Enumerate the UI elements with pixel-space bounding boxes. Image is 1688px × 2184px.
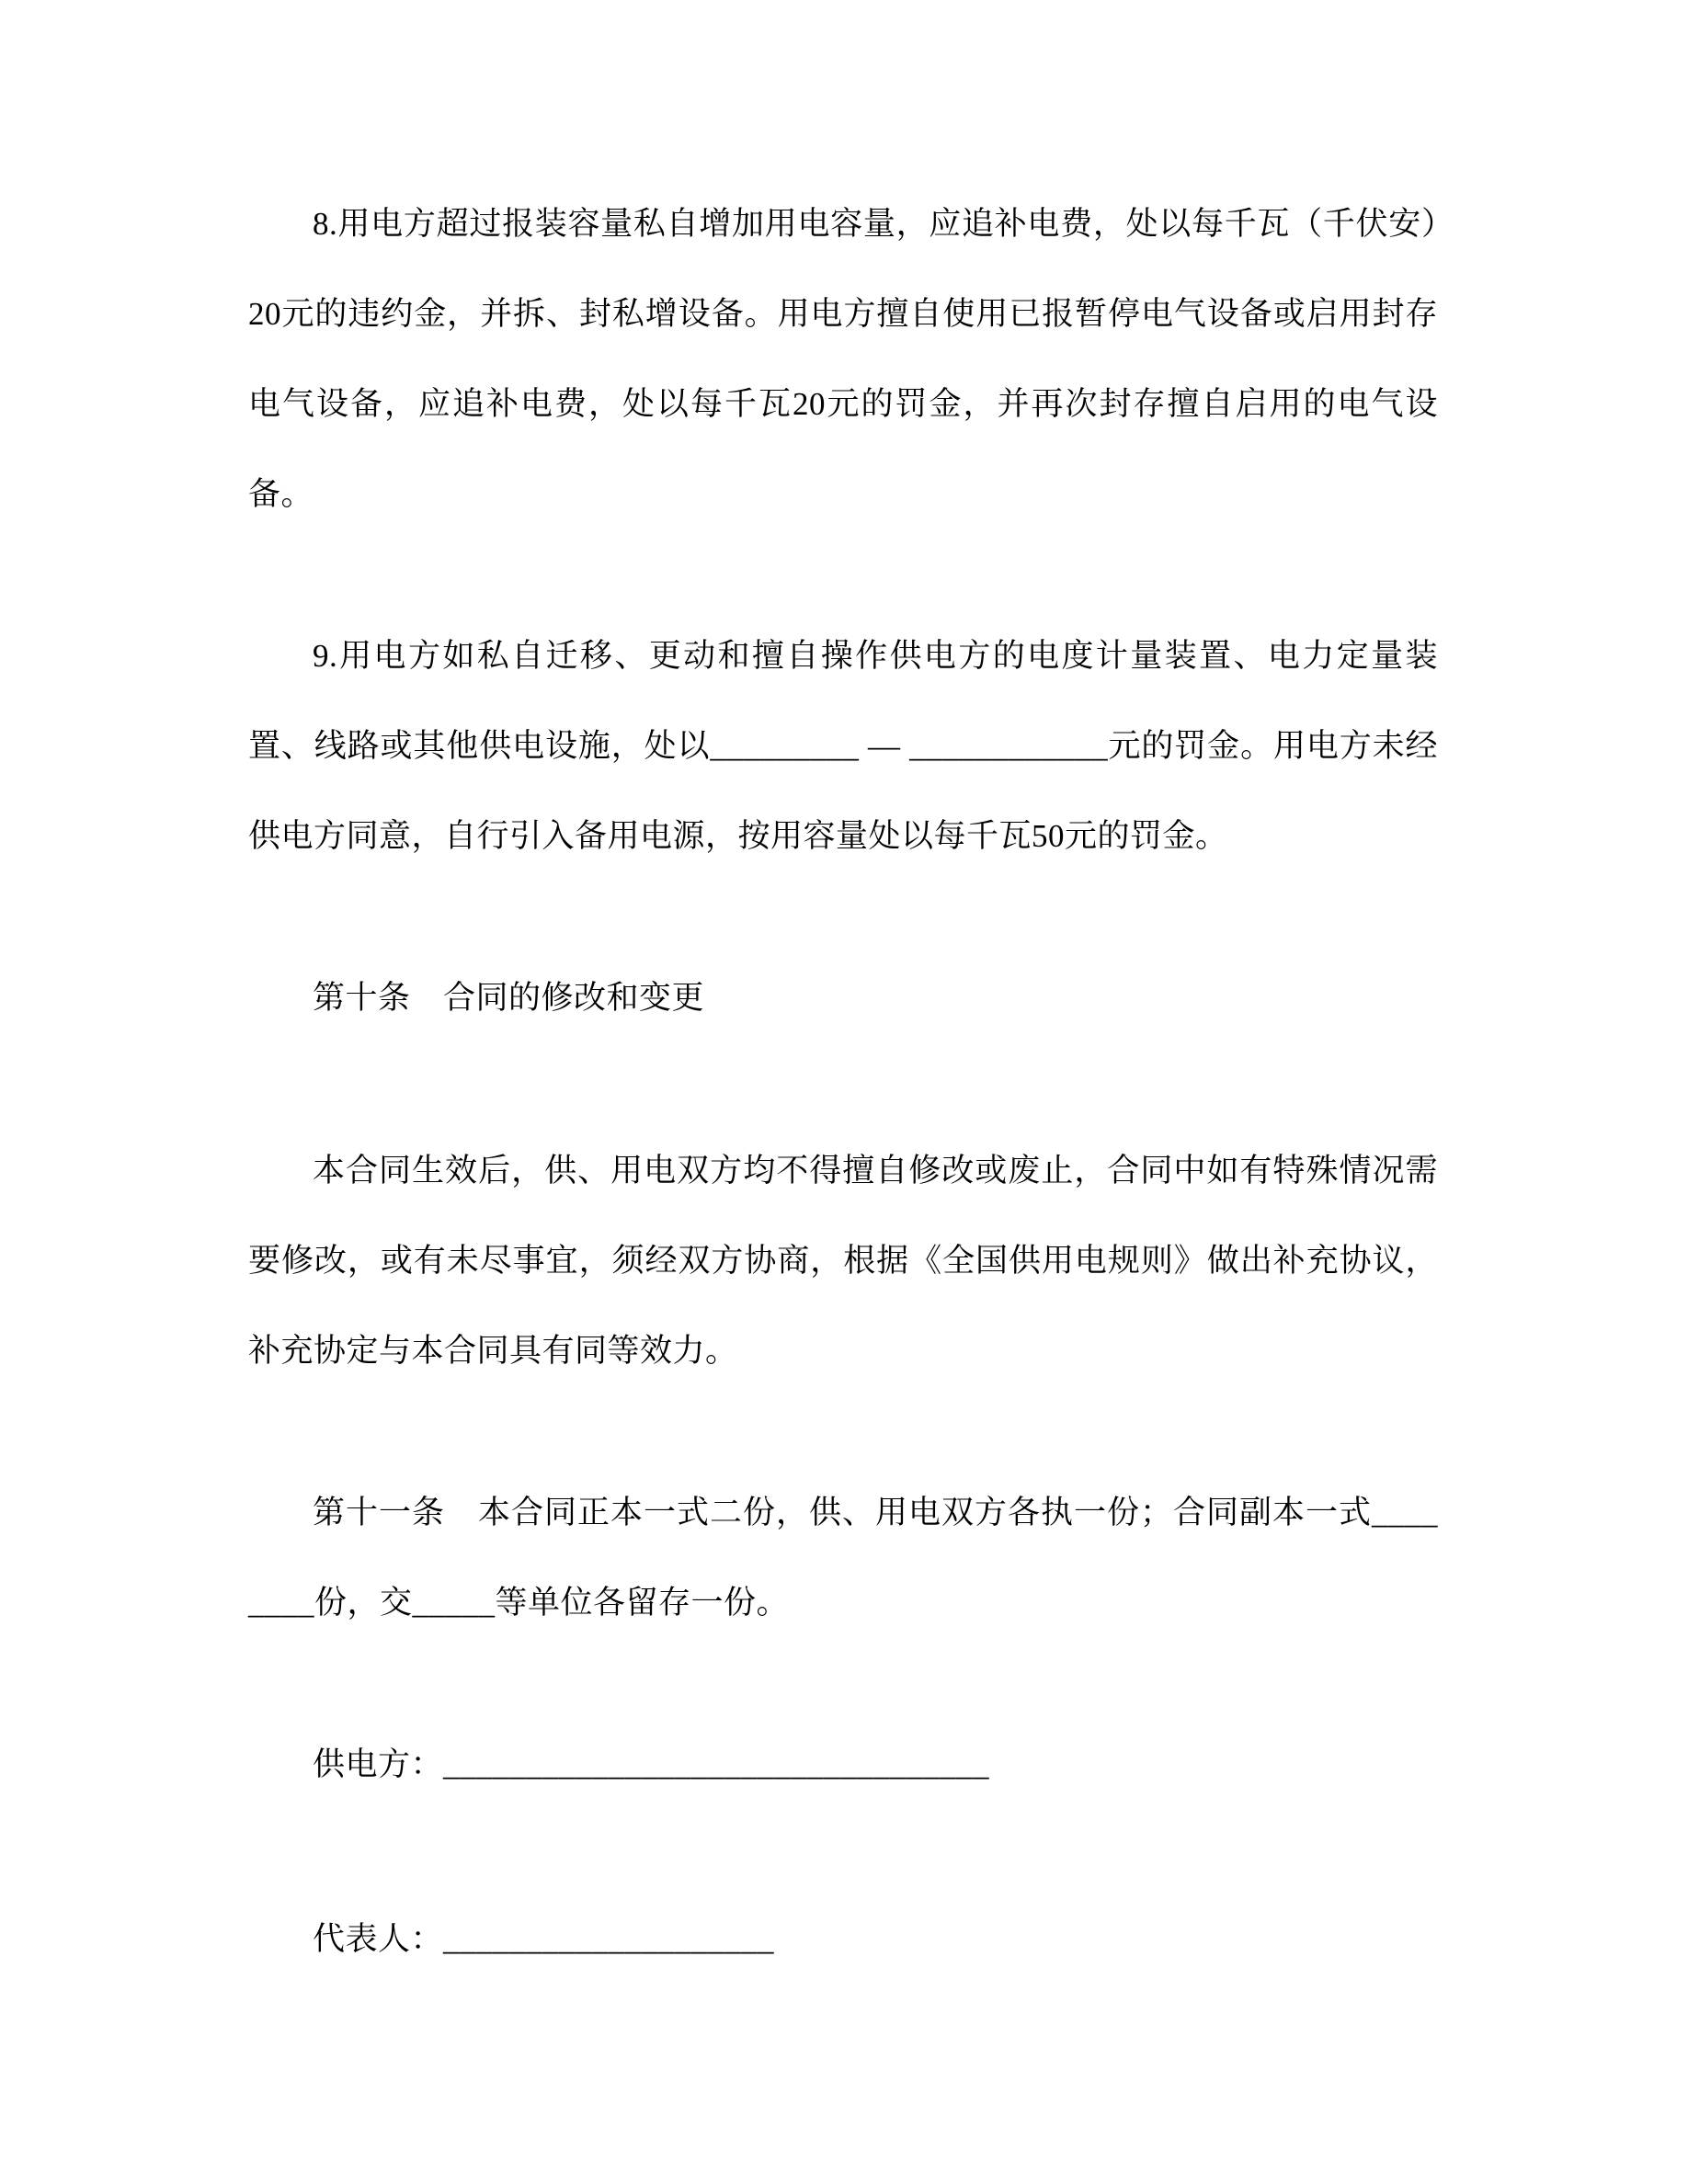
- section-heading-article-10: 第十条 合同的修改和变更: [313, 980, 705, 1016]
- paragraph-clause-8: 8.用电方超过报装容量私自增加用电容量，应追补电费，处以每千瓦（千伏安）20元的违约金，并拆、封私增设备。用电方擅自使用已报暂停电气设备或启用封存电气设备，应追补电费，处以每千瓦20元的罚金，并再次封存擅自启用的电气设备。: [248, 206, 1438, 512]
- paragraph-article-10-body: 本合同生效后，供、用电双方均不得擅自修改或废止，合同中如有特殊情况需要修改，或有未尽事宜，须经双方协商，根据《全国供用电规则》做出补充协议，补充协定与本合同具有同等效力。: [248, 1153, 1438, 1369]
- paragraph-clause-9: 9.用电方如私自迁移、更动和擅自操作供电方的电度计量装置、电力定量装置、线路或其他供电设施，处以_________ — ____________元的罚金。用电方未经供电方同意，自行引入备用电源，按用容量处以每千瓦50元的罚金。: [248, 638, 1438, 854]
- paragraph-article-11: 第十一条 本合同正本一式二份，供、用电双方各执一份；合同副本一式________份，交_____等单位各留存一份。: [248, 1495, 1438, 1621]
- signature-line-supplier: 供电方：_________________________________: [313, 1746, 990, 1782]
- signature-line-representative: 代表人：____________________: [313, 1921, 775, 1957]
